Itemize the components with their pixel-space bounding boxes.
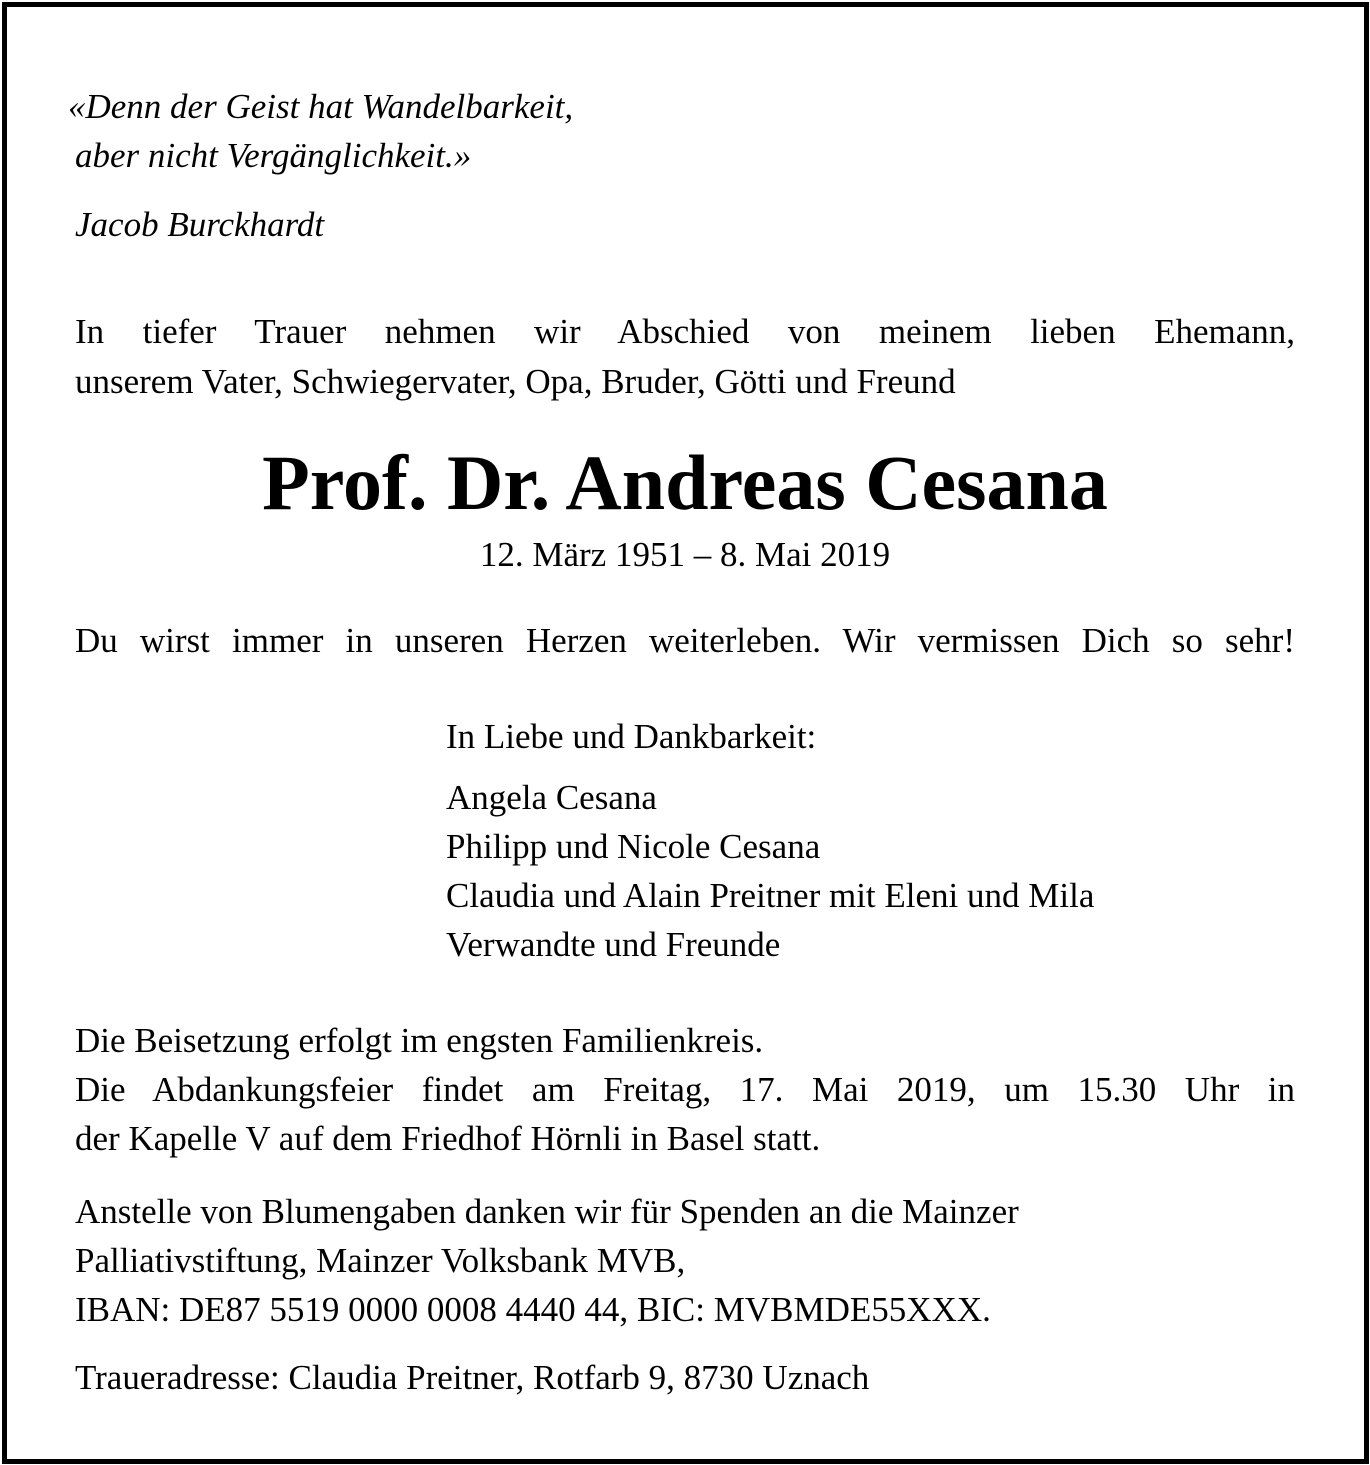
funeral-line-2: Die Abdankungsfeier findet am Freitag, 17. Mai 2019, um 15.30 Uhr in [75,1070,1295,1109]
memorial-message: Du wirst immer in unseren Herzen weiterleben. Wir vermissen Dich so sehr! [75,621,1295,660]
quote-line-1: «Denn der Geist hat Wandelbarkeit, [68,87,574,126]
quote-line-2: aber nicht Vergänglichkeit.» [75,136,472,175]
mourner-name: Claudia und Alain Preitner mit Eleni und Mila [446,876,1095,915]
mourner-name: Verwandte und Freunde [446,925,781,964]
mourning-address: Traueradresse: Claudia Preitner, Rotfarb 9, 8730 Uznach [75,1358,870,1397]
funeral-line-1: Die Beisetzung erfolgt im engsten Familienkreis. [75,1021,764,1060]
deceased-name: Prof. Dr. Andreas Cesana [262,439,1108,526]
donation-line-1: Anstelle von Blumengaben danken wir für Spenden an die Mainzer [75,1192,1019,1231]
funeral-line-3: der Kapelle V auf dem Friedhof Hörnli in Basel statt. [75,1119,821,1158]
intro-line-2: unserem Vater, Schwiegervater, Opa, Bruder, Götti und Freund [75,362,956,401]
donation-line-2: Palliativstiftung, Mainzer Volksbank MVB, [75,1241,686,1280]
mourners-heading: In Liebe und Dankbarkeit: [446,717,817,756]
mourner-name: Philipp und Nicole Cesana [446,827,821,866]
mourner-name: Angela Cesana [446,778,657,817]
life-dates: 12. März 1951 – 8. Mai 2019 [479,535,891,574]
intro-line-1: In tiefer Trauer nehmen wir Abschied von meinem lieben Ehemann, [75,312,1295,351]
quote-author: Jacob Burckhardt [75,205,325,244]
donation-bank-details: IBAN: DE87 5519 0000 0008 4440 44, BIC: MVBMDE55XXX. [75,1290,991,1329]
